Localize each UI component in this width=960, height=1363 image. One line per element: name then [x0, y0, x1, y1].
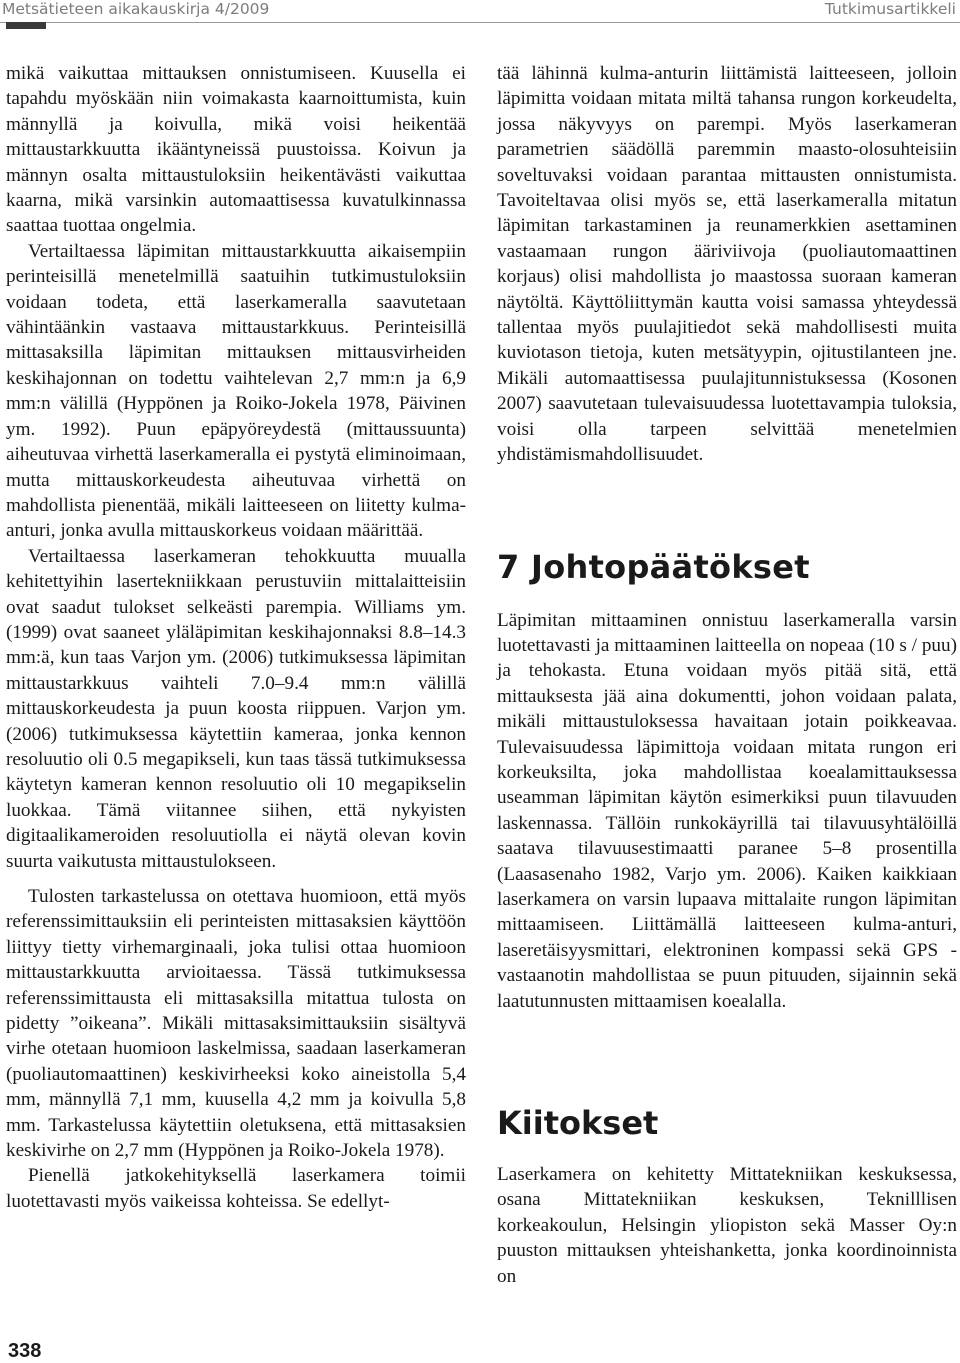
header-bar-decoration [6, 22, 46, 29]
paragraph: Tulosten tarkastelussa on otettava huomioon, että myös referenssimittauksiin eli perinteisten mittasaksien käyttöön liittyy tietty virhemarginaali, joka tulisi ottaa huomioon mittaustarkkuutta arvioitaessa. Tässä tutkimuksessa referenssimittausta eli mittasaksilla mitattua tulosta on pidetty ”oikeana”. Mikäli mittasaksimittauksiin sisältyvä virhe otetaan huomioon laskelmissa, saadaan laserkameran (puoliautomaattinen) keskivirheeksi koko aineistolla 5,4 mm, männyllä 7,1 mm, kuusella 4,2 mm ja koivulla 5,8 mm. Tarkastelussa käytettiin oletuksena, että mittasaksien keskivirhe on 2,7 mm (Hyppönen ja Roiko-Jokela 1978). [6, 886, 466, 1162]
paragraph: tää lähinnä kulma-anturin liittämistä laitteeseen, jolloin läpimitta voidaan mitata miltä tahansa rungon korkeudelta, jossa näkyvyys on parempi. Myös laserkameran parametrien säädöllä paremmin maasto-olosuhteisiin soveltuvaksi voidaan parantaa mittausten onnistumista. Tavoiteltavaa olisi myös se, että laserkameralla mitatun läpimitan tarkastaminen ja reunamerkkien asettaminen vastaamaan rungon ääriviivoja (puoliautomaattinen korjaus) olisi mahdollista jo maastossa suoraan kameran näytöltä. Käyttöliittymän kautta voisi samassa yhteydessä tallentaa myös puulajitiedot sekä mahdollisesti muita kuviotason tietoja, kuten metsätyypin, ojitustilanteen jne. Mikäli automaattisessa puulajitunnistuksessa (Kosonen 2007) saavutetaan tulevaisuudessa luotettavampia tuloksia, voisi olla tarpeen selvittää menetelmien yhdistämismahdollisuudet. [497, 63, 957, 466]
page-number: 338 [8, 1340, 42, 1362]
paragraph: Laserkamera on kehitetty Mittatekniikan keskuksessa, osana Mittatekniikan keskuksen, Teknilllisen korkeakoulun, Helsingin yliopiston sekä Masser Oy:n puuston mittauksen yhteishanketta, jonka koordinoinnista on [497, 1164, 957, 1287]
right-column [497, 61, 957, 1289]
section-heading-acknowledgements: Kiitokset [497, 1104, 659, 1142]
paragraph: mikä vaikuttaa mittauksen onnistumiseen. Kuusella ei tapahdu myöskään niin voimakasta kaarnoittumista, kuin männyllä ja koivulla, mikä voisi heikentää mittaustarkkuutta ikääntyneissä puustoissa. Koivun ja männyn osalta mittaustuloksiin heikentävästi vaikuttaa kaarna, mikä varsinkin automaattisessa kuvatulkinnassa saattaa tuottaa ongelmia. [6, 63, 466, 237]
paragraph: Vertailtaessa läpimitan mittaustarkkuutta aikaisempiin perinteisillä menetelmillä saatuihin tutkimustuloksiin voidaan todeta, että laserkameralla saavutetaan vähintäänkin vastaava mittaustarkkuus. Perinteisillä mittasaksilla läpimitan mittauksen mittausvirheiden keskihajonnan on todettu vaihtelevan 2,7 mm:n ja 6,9 mm:n välillä (Hyppönen ja Roiko-Jokela 1978, Päivinen ym. 1992). Puun epäpyöreydestä (mittaussuunta) aiheutuvaa virhettä laserkameralla ei pystytä eliminoimaan, mutta mittauskorkeudesta aiheutuvaa virhettä on mahdollista pienentää, mikäli laitteeseen on liitetty kulma-anturi, jonka avulla mittauskorkeus voidaan määrittää. [6, 240, 466, 542]
paragraph: Pienellä jatkokehityksellä laserkamera toimii luotettavasti myös vaikeissa kohteissa. Se edellyt- [6, 1165, 466, 1212]
article-type: Tutkimusartikkeli [824, 0, 956, 18]
running-header [0, 0, 960, 23]
section-heading-conclusions: 7 Johtopäätökset [497, 547, 810, 586]
journal-name: Metsätieteen aikakauskirja 4/2009 [2, 0, 270, 18]
paragraph: Läpimitan mittaaminen onnistuu laserkameralla varsin luotettavasti ja mittaaminen laitteella on nopeaa (10 s / puu) ja tehokasta. Etuna voidaan myös pitää sitä, että mittauksesta jää aina dokumentti, johon voidaan palata, mikäli mittaustuloksessa havaitaan jotain poikkeavaa. Tulevaisuudessa läpimittoja voidaan mitata rungon eri korkeuksilta, joka mahdollistaa koealamittauksessa useamman läpimitan käytön esimerkiksi puun tilavuuden laskennassa. Tällöin runkokäyrillä tai tilavuusyhtälöillä saatava tilavuusestimaatti paranee 5–8 prosentilla (Laasasenaho 1982, Varjo ym. 2006). Kaiken kaikkiaan laserkamera on varsin lupaava mittalaite rungon läpimitan mittaamiseen. Liittämällä laitteeseen kulma-anturi, laseretäisyysmittari, elektroninen kompassi sekä GPS -vastaanotin mahdollistaa se puun pituuden, sijainnin sekä laatutunnusten mittaamisen koealalla. [497, 609, 957, 1012]
paragraph: Vertailtaessa laserkameran tehokkuutta muualla kehitettyihin lasertekniikkaan perustuviin mittalaitteisiin ovat saadut tulokset selkeästi parempia. Williams ym. (1999) ovat saaneet yläläpimitan keskihajonnaksi 8.8–14.3 mm:ä, kun taas Varjon ym. (2006) tutkimuksessa läpimitan mittaustarkkuus vaihteli 7.0–9.4 mm:n välillä mittauskorkeudesta ja puun koosta riippuen. Varjon ym. (2006) tutkimuksessa käytettiin kameraa, jonka kennon resoluutio oli 0.5 megapikseli, kun taas tässä tutkimuksessa käytetyn kameran kennon resoluutio oli 10 megapikselin luokkaa. Tämä viitannee siihen, että nykyisten digitaalikameroiden resoluutiolla ei näytä olevan kovin suurta vaikutusta mittaustulokseen. [6, 545, 466, 872]
left-column [6, 61, 466, 1214]
